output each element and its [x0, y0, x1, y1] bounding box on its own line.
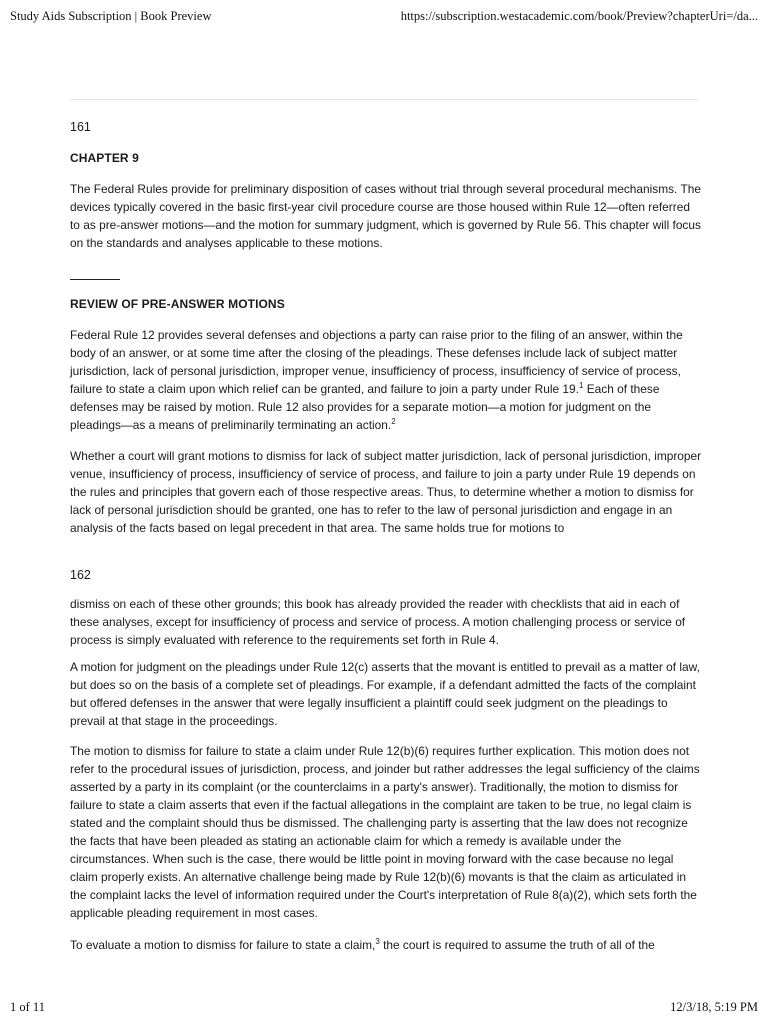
top-divider [70, 99, 698, 100]
footnote-ref-1[interactable]: 1 [578, 381, 584, 391]
page-title: Study Aids Subscription | Book Preview [10, 9, 212, 23]
paragraph-text: Federal Rule 12 provides several defenses and objections a party can raise prior to the filing of an answer, within the body of an answer, or at some time after the closing of the pleadings. These defenses include lack of subject matter jurisdiction, lack of personal jurisdiction, improper venue, insufficiency of process, insufficiency of service of process, failure to state a claim upon which relief can be granted, and failure to join a party under Rule 19. [70, 328, 683, 396]
page-url[interactable]: https://subscription.westacademic.com/book/Preview?chapterUri=/da... [400, 9, 758, 23]
paragraph-rule12b6: The motion to dismiss for failure to state a claim under Rule 12(b)(6) requires further explication. This motion does not refer to the procedural issues of jurisdiction, process, and joinder but rather addresses the legal sufficiency of the claims asserted by a party in its complaint (or the counterclaims in a party's answer). Traditionally, the motion to dismiss for failure to state a claim asserts that even if the factual allegations in the complaint are taken to be true, no legal claim is stated and the complaint should thus be dismissed. The challenging party is asserting that the law does not recognize the facts that have been pleaded as stating an actionable claim for which a remedy is available under the circumstances. When such is the case, there would be little point in moving forward with the case because no legal claim properly exists. An alternative challenge being made by Rule 12(b)(6) movants is that the claim as articulated in the complaint lacks the level of information required under the Court's interpretation of Rule 8(a)(2), which sets forth the applicable pleading requirement in most cases. [70, 744, 700, 920]
intro-paragraph: The Federal Rules provide for preliminary disposition of cases without trial through several procedural mechanisms. The devices typically covered in the basic first-year civil procedure course are those housed within Rule 12—often referred to as pre-answer motions—and the motion for summary judgment, which is governed by Rule 56. This chapter will focus on the standards and analyses applicable to these motions. [70, 182, 701, 250]
page-number-162: 162 [70, 568, 91, 582]
paragraph-judgment-on-pleadings: A motion for judgment on the pleadings under Rule 12(c) asserts that the movant is entitled to prevail as a matter of law, but does so on the basis of a complete set of pleadings. For example, if a defendant admitted the facts of the complaint but offered defenses in the answer that were legally insufficient a plaintiff could seek judgment on the pleadings to prevail at that stage in the proceedings. [70, 660, 700, 728]
paragraph-text: Each of these defenses may be raised by motion. Rule 12 also provides for a separate motion—a motion for judgment on the pleadings—as a means of preliminarily terminating an action. [70, 382, 660, 432]
print-header [10, 9, 758, 27]
page-number-161: 161 [70, 120, 91, 134]
paragraph-process-service: dismiss on each of these other grounds; this book has already provided the reader with checklists that aid in each of these analyses, except for insufficiency of process and service of process. A motion challenging process or service of process is simply evaluated with reference to the requirements set forth in Rule 4. [70, 597, 686, 647]
paragraph-motions-to-dismiss: Whether a court will grant motions to dismiss for lack of subject matter jurisdiction, lack of personal jurisdiction, improper venue, insufficiency of process, insufficiency of service of process, and failure to join a party under Rule 19 depends on the rules and principles that govern each of those respective areas. Thus, to determine whether a motion to dismiss for lack of personal jurisdiction should be granted, one has to refer to the law of personal jurisdiction and engage in an analysis of the facts based on legal precedent in that area. The same holds true for motions to [70, 449, 702, 535]
section-heading: REVIEW OF PRE-ANSWER MOTIONS [70, 297, 285, 311]
page-indicator: 1 of 11 [10, 1000, 45, 1014]
section-separator [70, 279, 120, 280]
paragraph-rule12-defenses [70, 326, 702, 434]
chapter-heading: CHAPTER 9 [70, 151, 139, 165]
print-timestamp: 12/3/18, 5:19 PM [670, 1000, 758, 1014]
paragraph-text: the court is required to assume the truth of all of the [379, 938, 655, 952]
print-footer [10, 1000, 758, 1016]
paragraph-text: To evaluate a motion to dismiss for failure to state a claim, [70, 938, 376, 952]
footnote-ref-2[interactable]: 2 [391, 417, 396, 427]
footnote-ref-3[interactable]: 3 [375, 937, 380, 947]
paragraph-evaluate-motion [70, 936, 702, 954]
